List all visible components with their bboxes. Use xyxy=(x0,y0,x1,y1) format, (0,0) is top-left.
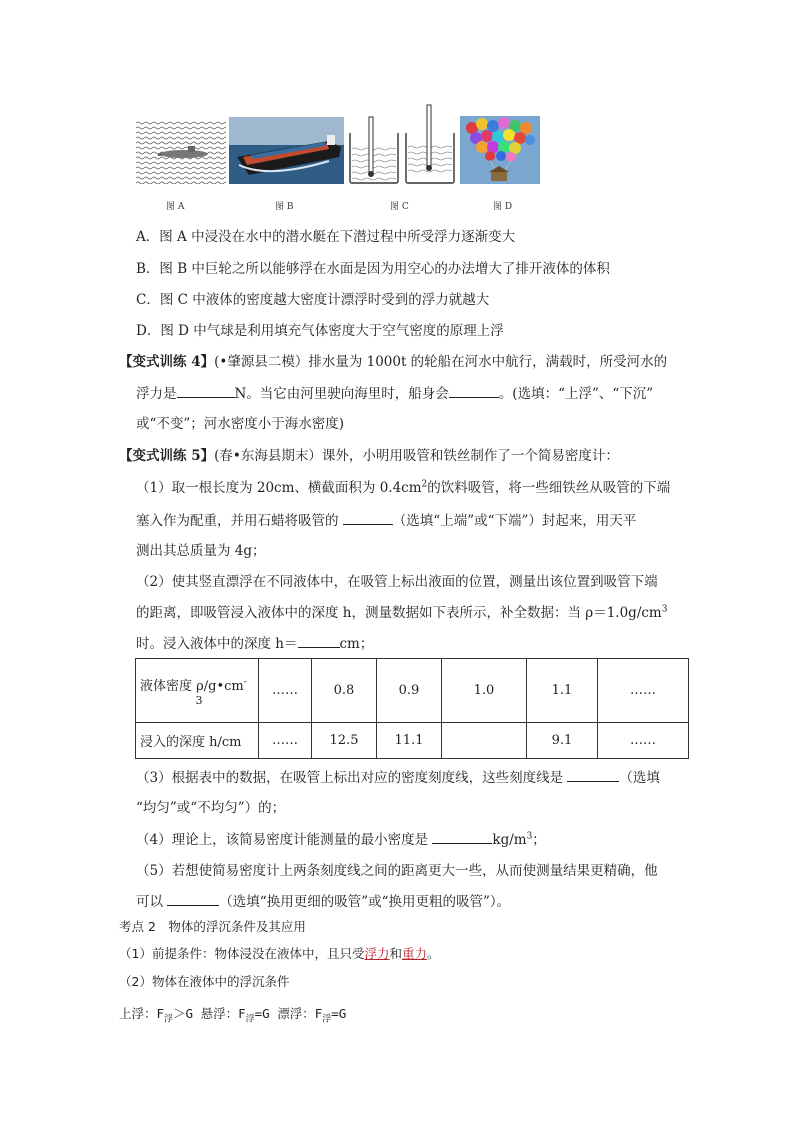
q5-p3-line2: “均匀”或“不均匀”）的； xyxy=(136,800,286,816)
condition-line-1 xyxy=(119,944,440,964)
q5-blank-end[interactable] xyxy=(343,510,393,525)
table-cell: …… xyxy=(598,659,689,723)
q4-line2 xyxy=(136,383,653,404)
option-d: D．图 D 中气球是利用填充气体密度大于空气密度的原理上浮 xyxy=(136,323,504,339)
condition-text: 上浮：F xyxy=(119,1006,165,1021)
table-cell: 1.0 xyxy=(442,659,527,723)
condition-line-3 xyxy=(119,1004,346,1030)
option-c: C．图 C 中液体的密度越大密度计漂浮时受到的浮力就越大 xyxy=(136,292,490,308)
q5-text: （4）理论上，该简易密度计能测量的最小密度是 xyxy=(136,832,433,848)
subscript: 浮 xyxy=(322,1014,332,1025)
q4-text: N。当它由河里驶向海里时，船身会 xyxy=(234,386,449,402)
table-header-depth: 浸入的深度 h/cm xyxy=(136,723,259,759)
section-title: 考点 2 物体的浮沉条件及其应用 xyxy=(119,919,306,934)
option-a: A．图 A 中浸没在水中的潜水艇在下潜过程中所受浮力逐渐变大 xyxy=(136,229,516,245)
q4-blank-ship[interactable] xyxy=(449,383,499,398)
q5-line1 xyxy=(119,446,619,466)
q5-text: （1）取一根长度为 20cm、横截面积为 0.4cm xyxy=(136,480,422,496)
figure-d-caption: 图 D xyxy=(493,202,513,212)
table-cell: 0.8 xyxy=(312,659,377,723)
q5-text: kg/m xyxy=(492,832,527,848)
q5-p2-line2 xyxy=(136,603,667,623)
q5-p1-line1 xyxy=(136,478,670,498)
table-cell: 11.1 xyxy=(377,723,442,759)
q5-text: 的距离，即吸管浸入液体中的深度 h，测量数据如下表所示，补全数据：当 ρ＝1.0g/cm xyxy=(136,605,662,621)
q5-p3-line1 xyxy=(136,767,660,788)
condition-line-2: （2）物体在液体中的浮沉条件 xyxy=(119,974,290,989)
q5-text: 可以 xyxy=(136,894,168,910)
q5-p1-line2 xyxy=(136,510,636,531)
table-header-density xyxy=(136,659,259,723)
q4-line3: 或“不变”；河水密度小于海水密度) xyxy=(136,416,345,432)
q4-text: 浮力是 xyxy=(136,386,177,402)
table-cell: …… xyxy=(598,723,689,759)
option-b: B．图 B 中巨轮之所以能够浮在水面是因为用空心的办法增大了排开液体的体积 xyxy=(136,261,610,277)
q5-p5-line2 xyxy=(136,891,510,912)
q5-blank-depth[interactable] xyxy=(298,633,340,648)
figure-b-caption: 图 B xyxy=(275,202,294,212)
table-cell: …… xyxy=(259,723,312,759)
q5-sup: 3 xyxy=(661,604,668,615)
q4-line1-text: (•肇源县二模）排水量为 1000t 的轮船在河水中航行，满载时，所受河水的 xyxy=(214,354,668,370)
q4-header: 【变式训练 4】 xyxy=(119,354,215,370)
q5-p2-line1: （2）使其竖直漂浮在不同液体中，在吸管上标出液面的位置，测量出该位置到吸管下端 xyxy=(136,574,658,590)
figure-d-balloons xyxy=(460,116,540,184)
condition-text: （1）前提条件：物体浸没在液体中，且只受 xyxy=(119,946,365,961)
q4-text: 。(选填：“上浮”、“下沉” xyxy=(498,386,654,402)
condition-text: 和 xyxy=(389,946,402,961)
table-cell: 1.1 xyxy=(527,659,598,723)
table-label: 3 xyxy=(195,693,203,707)
q5-header: 【变式训练 5】 xyxy=(119,448,215,464)
q5-text: 时。浸入液体中的深度 h＝ xyxy=(136,636,298,652)
q5-text: cm； xyxy=(339,636,374,652)
q5-text: （3）根据表中的数据，在吸管上标出对应的密度刻度线，这些刻度线是 xyxy=(136,770,568,786)
q5-text: 塞入作为配重，并用石蜡将吸管的 xyxy=(136,513,343,529)
q4-line1 xyxy=(119,352,667,372)
figure-a-caption: 图 A xyxy=(166,202,185,212)
q5-line1-text: (春•东海县期末）课外，小明用吸管和铁丝制作了一个简易密度计： xyxy=(214,448,619,464)
table-row xyxy=(136,723,689,759)
table-cell-blank[interactable] xyxy=(442,723,527,759)
q5-blank-min-density[interactable] xyxy=(432,829,492,844)
condition-text: ＞G 悬浮：F xyxy=(173,1006,246,1021)
table-label-sup: - xyxy=(243,677,247,688)
q5-blank-straw[interactable] xyxy=(167,891,219,906)
condition-text: 。 xyxy=(427,946,440,961)
subscript: 浮 xyxy=(164,1014,174,1025)
table-cell: 9.1 xyxy=(527,723,598,759)
answer-gravity: 重力 xyxy=(402,946,428,961)
q5-p2-line3 xyxy=(136,633,373,654)
table-label: 液体密度 ρ/g•cm xyxy=(140,678,244,694)
figure-c2-beaker xyxy=(402,103,458,185)
answer-buoyancy: 浮力 xyxy=(364,946,390,961)
table-cell: 0.9 xyxy=(377,659,442,723)
density-table xyxy=(135,658,689,759)
q5-text: （选填 xyxy=(619,770,660,786)
figure-c-caption: 图 C xyxy=(390,202,409,212)
figure-b-cargo-ship xyxy=(229,117,344,184)
table-row xyxy=(136,659,689,723)
condition-text: =G 漂浮：F xyxy=(254,1006,323,1021)
table-cell: …… xyxy=(259,659,312,723)
q5-text: （选填“上端”或“下端”）封起来，用天平 xyxy=(392,513,637,529)
q5-sup: 3 xyxy=(526,831,533,842)
q5-text: 的饮料吸管，将一些细铁丝从吸管的下端 xyxy=(427,480,671,496)
q5-blank-uniform[interactable] xyxy=(567,767,619,782)
q5-p4 xyxy=(136,829,546,850)
figure-c1-beaker xyxy=(346,103,402,185)
q5-text: ； xyxy=(532,832,546,848)
table-cell: 12.5 xyxy=(312,723,377,759)
q5-p5-line1: （5）若想使简易密度计上两条刻度线之间的距离更大一些，从而使测量结果更精确，他 xyxy=(136,863,658,879)
q4-blank-buoyancy[interactable] xyxy=(177,383,235,398)
q5-p1-line3: 测出其总质量为 4g； xyxy=(136,543,266,559)
figure-a-submarine xyxy=(136,120,226,184)
q5-sup: 2 xyxy=(421,479,428,490)
subscript: 浮 xyxy=(245,1014,255,1025)
condition-text: =G xyxy=(331,1006,347,1021)
q5-text: （选填“换用更细的吸管”或“换用更粗的吸管”）。 xyxy=(219,894,511,910)
